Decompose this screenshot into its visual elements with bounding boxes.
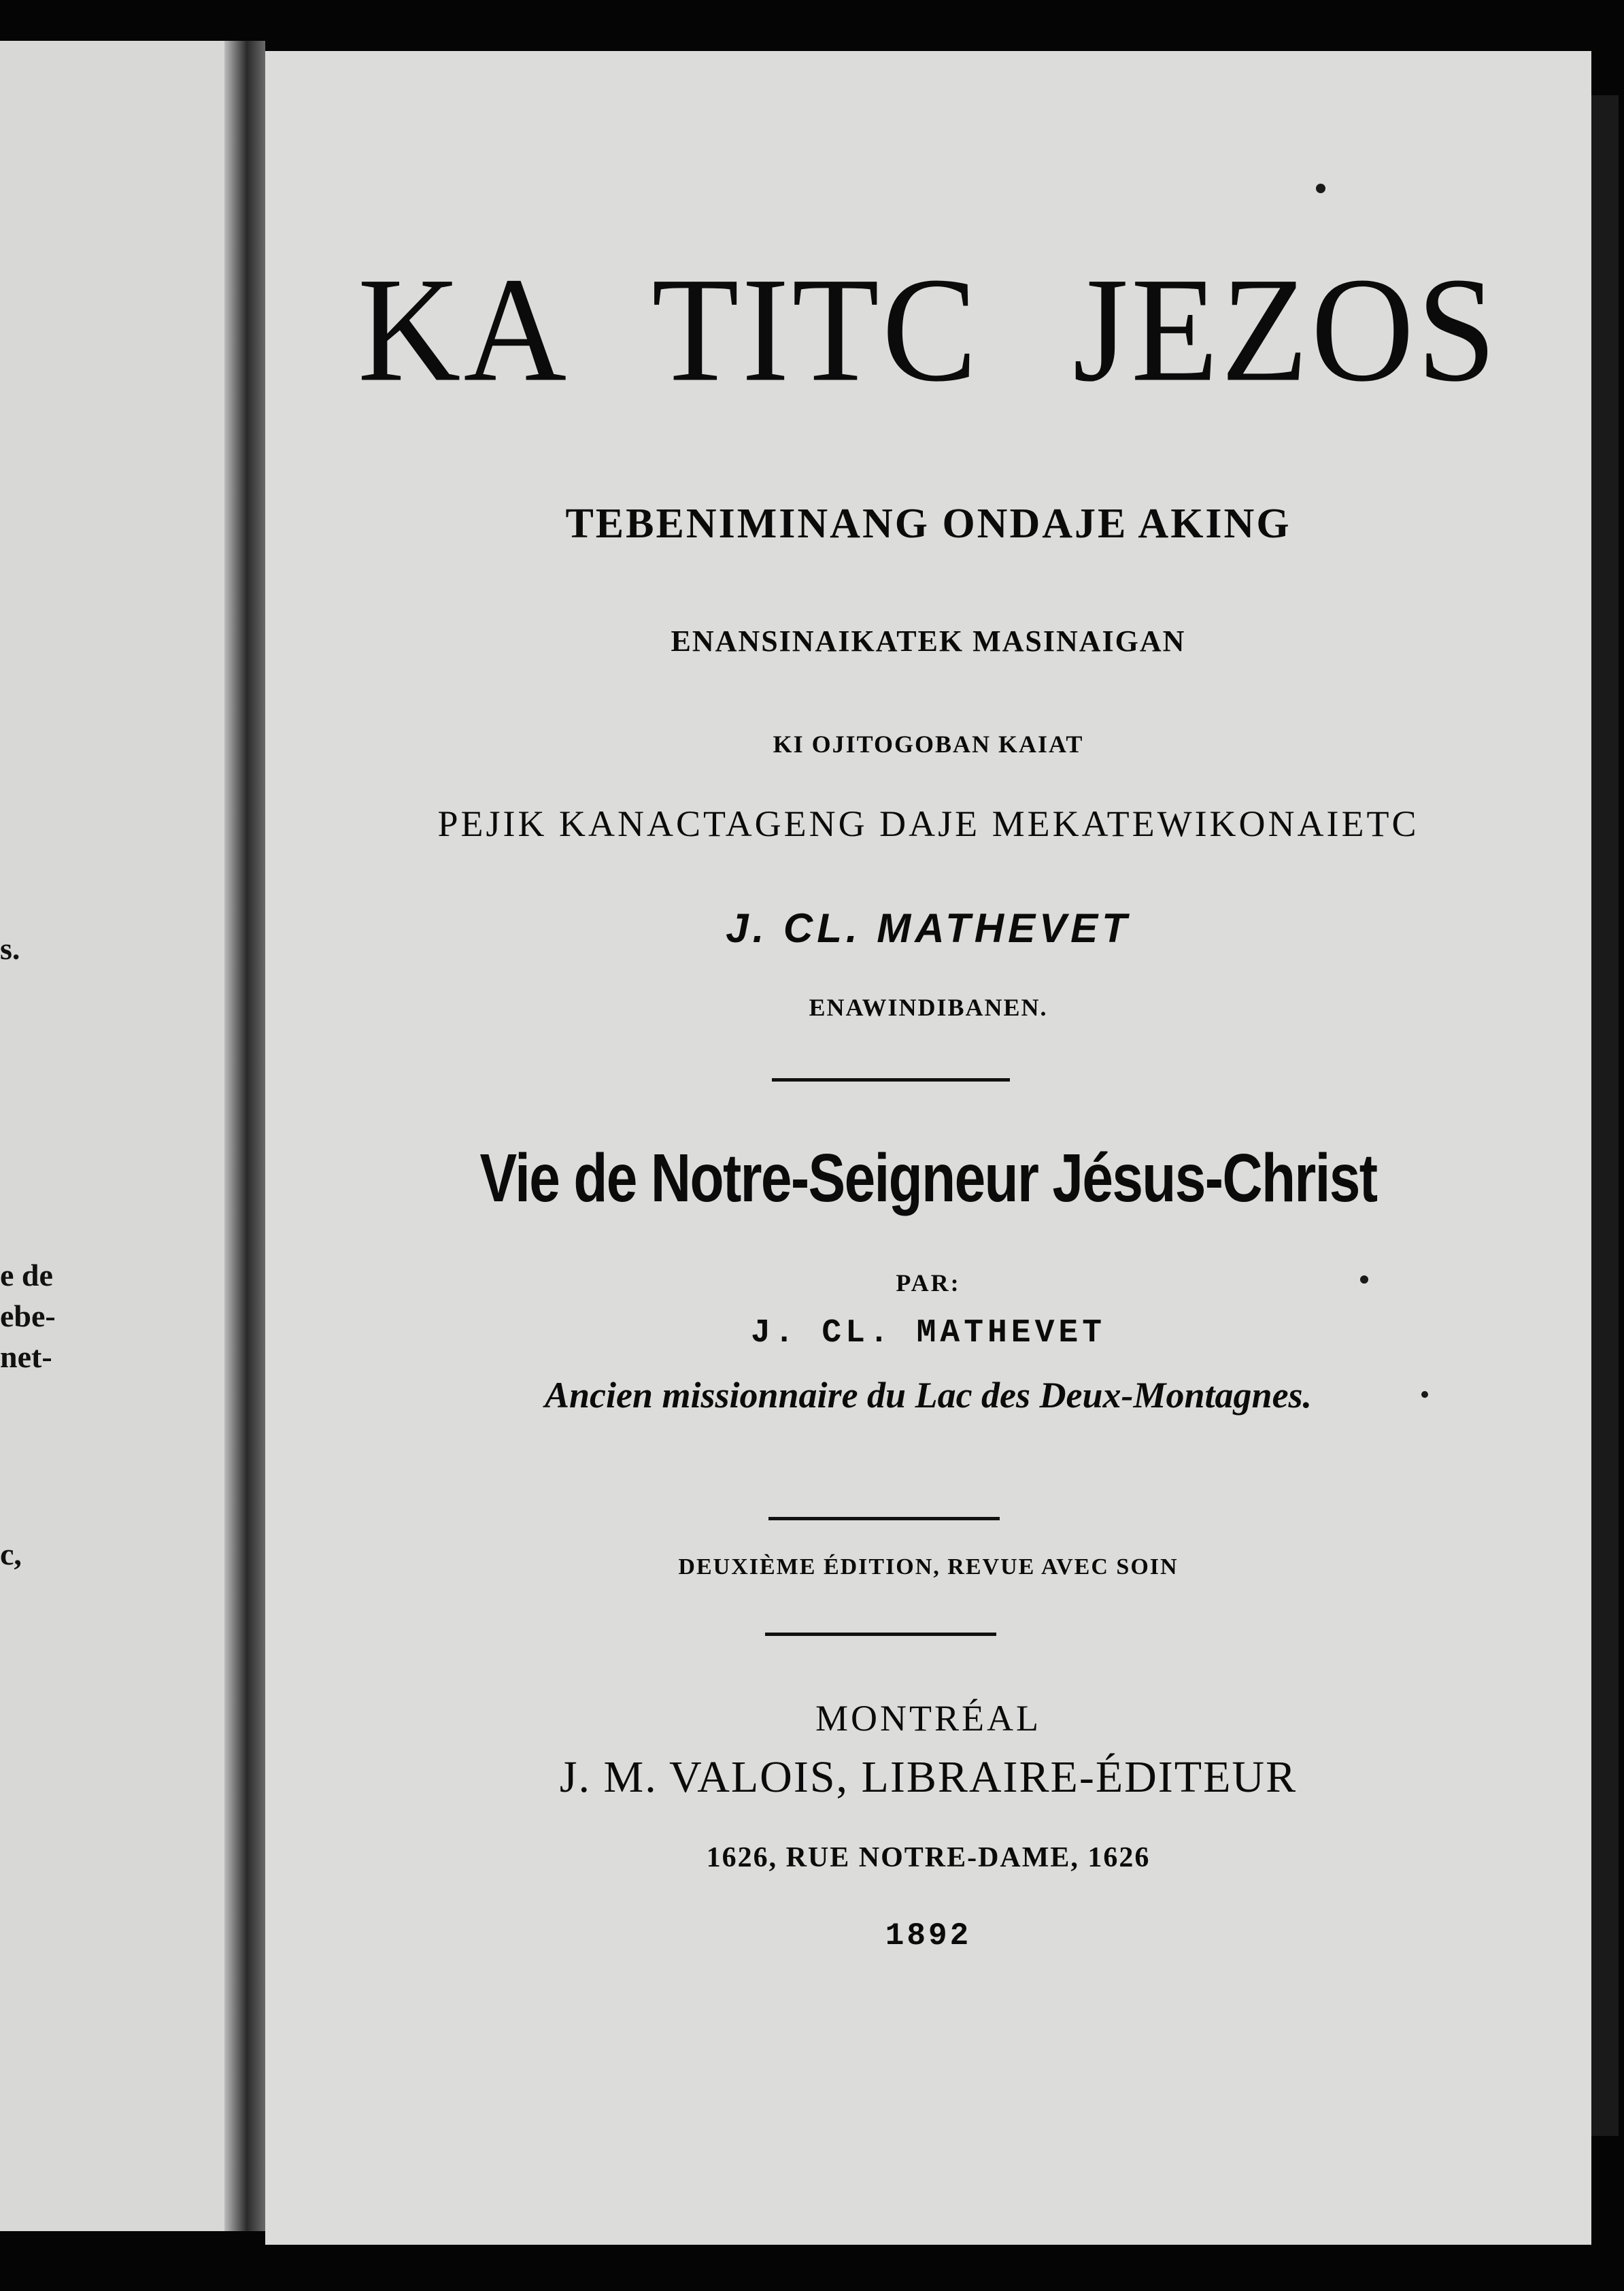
- publication-year: 1892: [885, 1918, 972, 1954]
- french-title: Vie de Notre-Seigneur Jésus-Christ: [479, 1140, 1377, 1216]
- facing-page-fragment: c,: [0, 1537, 22, 1571]
- facing-page: [0, 41, 231, 2231]
- divider-rule: [768, 1517, 1000, 1520]
- publication-city: MONTRÉAL: [815, 1698, 1041, 1739]
- divider-rule: [765, 1633, 996, 1636]
- page-edge: [1591, 95, 1619, 2136]
- ink-speck: [1421, 1391, 1428, 1398]
- publisher-name: J. M. VALOIS, LIBRAIRE-ÉDITEUR: [559, 1752, 1298, 1802]
- author-role: ENAWINDIBANEN.: [809, 994, 1048, 1021]
- edition-note: DEUXIÈME ÉDITION, REVUE AVEC SOIN: [678, 1554, 1179, 1579]
- facing-page-fragment: s.: [0, 931, 20, 966]
- subtitle-line-4: PEJIK KANACTAGENG DAJE MEKATEWIKONAIETC: [437, 803, 1419, 844]
- book-gutter: [224, 41, 265, 2231]
- title-page: [265, 51, 1591, 2245]
- author-description: Ancien missionnaire du Lac des Deux-Montagnes.: [544, 1375, 1313, 1416]
- divider-rule: [772, 1078, 1010, 1082]
- subtitle-line-2: ENANSINAIKATEK MASINAIGAN: [671, 624, 1186, 658]
- subtitle-line-1: TEBENIMINANG ONDAJE AKING: [565, 501, 1291, 547]
- facing-page-fragment: e de: [0, 1258, 53, 1292]
- par-author: J. CL. MATHEVET: [750, 1315, 1106, 1352]
- author-name: J. CL. MATHEVET: [726, 905, 1131, 951]
- facing-page-fragment: net-: [0, 1339, 52, 1374]
- ink-speck: [1316, 184, 1325, 193]
- ink-speck: [1360, 1275, 1368, 1284]
- publisher-address: 1626, RUE NOTRE-DAME, 1626: [706, 1842, 1151, 1873]
- facing-page-fragment: ebe-: [0, 1299, 56, 1333]
- subtitle-line-3: KI OJITOGOBAN KAIAT: [773, 731, 1084, 758]
- par-label: PAR:: [896, 1269, 961, 1297]
- book-title: KA TITC JEZOS: [357, 247, 1500, 413]
